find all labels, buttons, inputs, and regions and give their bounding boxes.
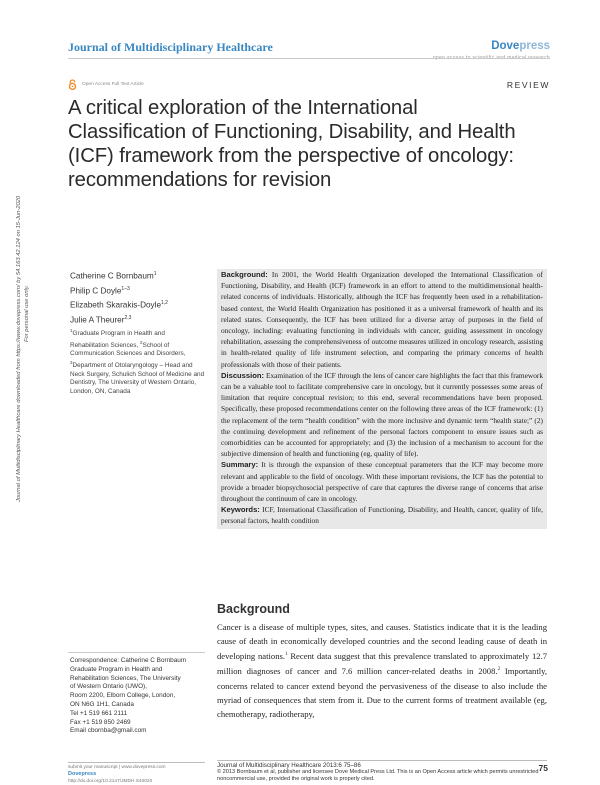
abstract-background: Background: In 2001, the World Health Organization developed the International Classification of Functioning, Disability, and Health (ICF) framework in an effort to attend to the multidimensional health-related concerns of individuals. Historically, although the ICF has frequently been used in a rehabilitation-based context, the World Health Organization has positioned it as a universal framework of health and its related states. Consequently, the ICF has been utilized for a diverse array of purposes in the field of oncology, including: evaluating functioning in individuals with cancer, guiding assessment in oncology rehabilitation, assessing the comprehensiveness of outcome measures utilized in oncology research, assisting in health-related quality of life instrument selection, and comparing the primary concerns of health professionals with those of their patients. [221,270,543,369]
abstract-summary: Summary: It is through the expansion of these conceptual parameters that the ICF may become more relevant and applicable to the field of oncology. With these important revisions, the ICF has the potential to provide a broader biopsychosocial perspective of care that captures the diverse range of concerns that arise throughout the continuum of care in oncology. [221,460,543,504]
article-type: REVIEW [506,80,550,90]
publisher-tagline: open access to scientific and medical research [432,55,550,61]
author: Julie A Theurer$^{2,3}$ [70,315,132,325]
author: Catherine C Bornbaum$^1$ [70,271,157,281]
author-list [70,268,168,327]
page-number: 75 [538,763,548,773]
background-body-text: Cancer is a disease of multiple types, sites, and causes. Statistics indicate that it is the leading cause of death in economically developed countries and the second leading cause of death in developing nations.$^1$ Recent data suggest that this prevalence translated to approximately 12.7 million diagnoses of cancer and 7.6 million cancer-related deaths in 2008.$^2$ Importantly, concerns related to cancer extend beyond the pervasiveness of the disease to also include the myriad of consequences that stem from it. Due to the current forms of treatment available (eg, chemotherapy, radiotherapy, [217,622,548,719]
open-access-lock-icon [68,79,77,90]
footer-left [68,764,165,785]
header-divider [68,58,550,59]
footer-left-divider [68,762,205,763]
abstract-discussion: Discussion: Examination of the ICF through the lens of cancer care highlights the fact that this framework can be a valuable tool to facilitate comprehensive care in oncology, but it currently possesses some areas of limitation that require conceptual revision; to this end, several recommendations have been proposed. Specifically, these proposed recommendations center on the following three areas of the ICF framework: (1) the replacement of the term “health condition” with the more inclusive and dynamic term “health state;” (2) the continuing development and refinement of the personal factors component to ensure issues such as comorbidities can be accounted for appropriately; and (3) the inclusion of a mechanism to account for the subjective dimension of health and functioning (eg, quality of life). [221,370,543,459]
affiliations: $^1$Graduate Program in Health and Rehabilitation Sciences, $^2$School of Communication Sciences and Disorders, $^3$Department of Otolaryngology – Head and Neck Surgery, Schulich School of Medicine and Dentistry, The University of Western Ontario, London, ON, Canada [70,328,205,395]
correspondence-block: Correspondence: Catherine C Bornbaum Graduate Program in Health and Rehabilitation Sciences, The University of Western Ontario (UWO), Room 2200, Elborn College, London, ON N6G 1H1, Canada Tel +1 519 661 2111 Fax +1 519 850 2469 Email cbornba@gmail.com [70,657,210,736]
submit-manuscript-link[interactable]: submit your manuscript | www.dovepress.com [68,765,166,770]
doi-link[interactable]: http://dx.doi.org/10.2147/JMDH.S40020 [68,779,153,784]
author: Elizabeth Skarakis-Doyle$^{1,2}$ [70,300,168,311]
author: Philip C Doyle$^{1-3}$ [70,285,130,296]
correspondence-email[interactable]: Email cbornba@gmail.com [70,727,147,735]
article-title: A critical exploration of the International Classification of Functioning, Disability, and Health (ICF) framework from the perspective of oncology: recommendations for revision [68,97,516,191]
abstract-box [217,269,547,529]
footer-divider [217,760,547,761]
journal-name: Journal of Multidisciplinary Healthcare [68,40,273,54]
publisher-suffix: press [519,40,550,52]
open-access-label: Open Access Full Text Article [82,82,144,87]
section-heading-background: Background [217,602,290,616]
correspondence-divider [68,652,205,653]
footer-license: © 2013 Bornbaum et al, publisher and licensee Dove Medical Press Ltd. This is an Open Access article which permits unrestricted noncommercial use, provided the original work is properly cited. [217,769,539,782]
side-note-line2: For personal use only. [23,285,30,342]
footer-dovepress: Dovepress [68,771,97,777]
publisher-logo [491,40,550,52]
publisher-main: Dove [491,40,520,52]
side-note-line1: Journal of Multidisciplinary Healthcare downloaded from https://www.dovepress.com/ by 54.163.42.124 on 15-Jun-2020 [16,195,22,502]
abstract-keywords: Keywords: ICF, International Classification of Functioning, Disability, and Health, cancer, quality of life, personal factors, health condition [221,505,543,526]
download-side-note [16,196,31,502]
footer-citation: Journal of Multidisciplinary Healthcare 2013:6 75–86 [217,762,361,769]
correspondence-label: Correspondence: Catherine C Bornbaum [70,657,187,664]
